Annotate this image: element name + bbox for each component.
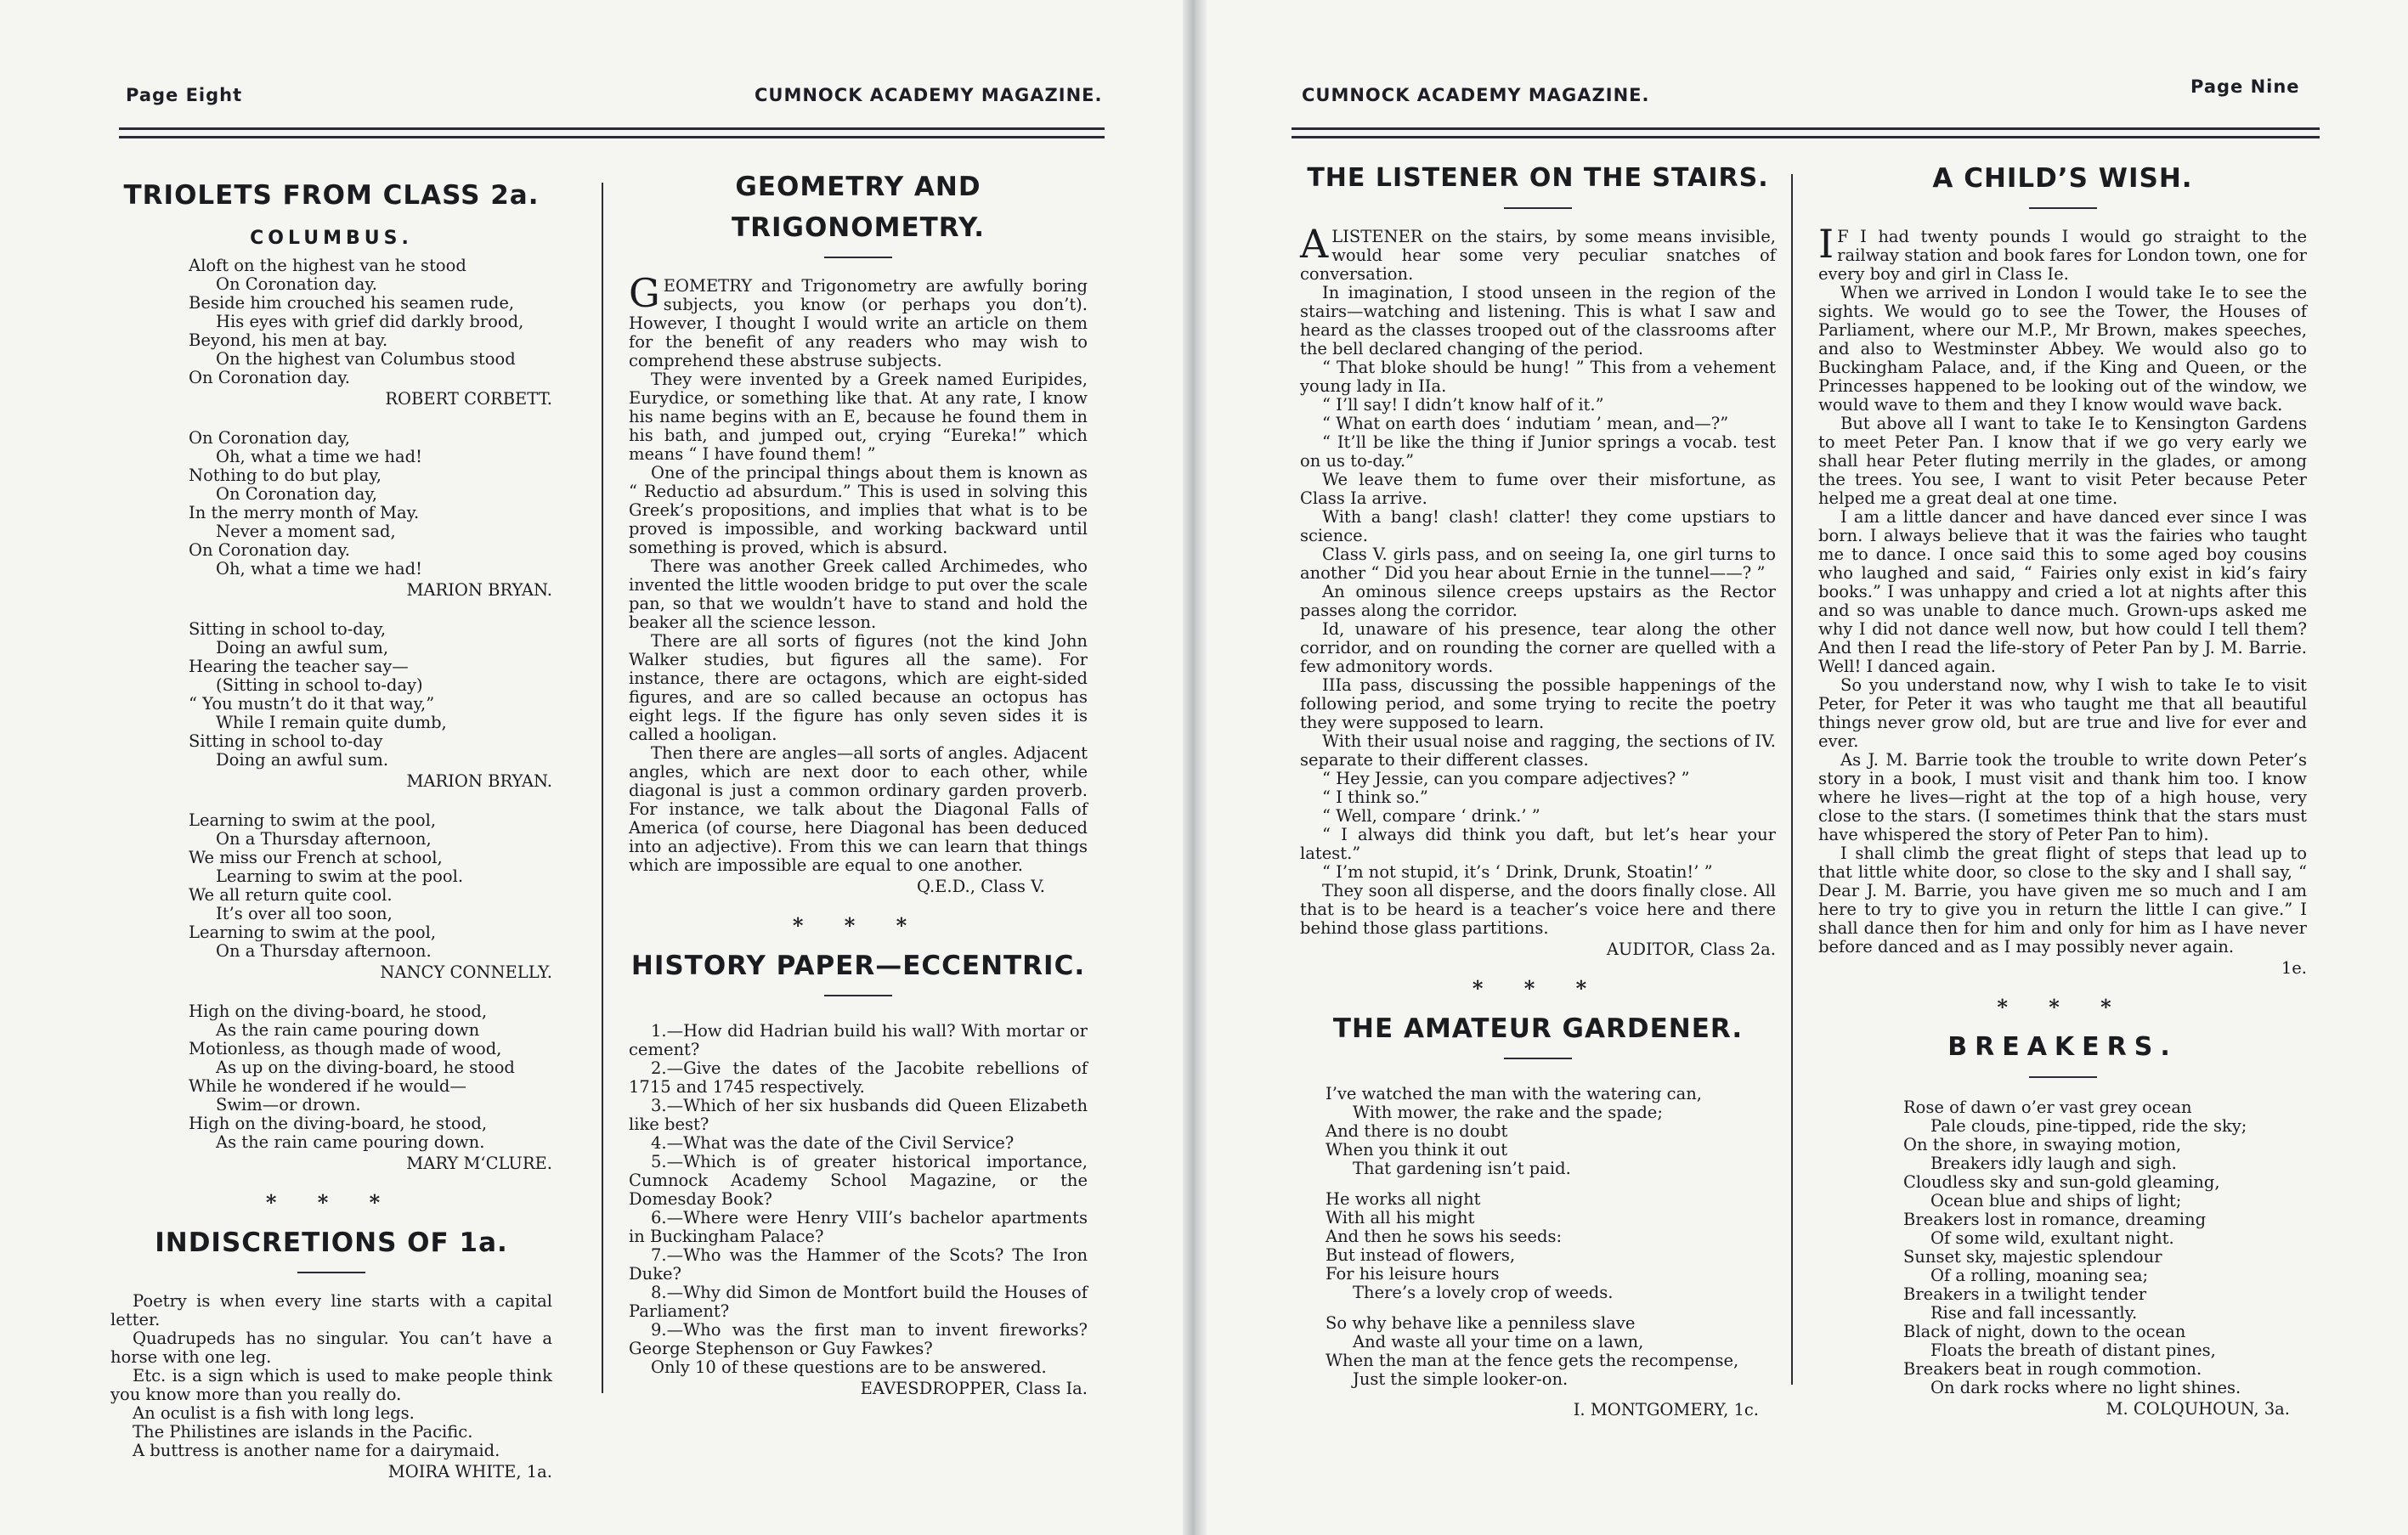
title-rule xyxy=(2029,207,2097,209)
poem-line: Oh, what a time we had! xyxy=(216,447,422,466)
history-question: 5.—Which is of greater historical importance, Cumnock Academy School Magazine, or the Domesday Book? xyxy=(629,1152,1088,1209)
indiscretion-line: An oculist is a fish with long legs. xyxy=(133,1403,415,1423)
triolet-poem xyxy=(110,429,552,578)
poem-line: Aloft on the highest van he stood xyxy=(189,256,466,275)
indiscretion-line: Poetry is when every line starts with a capital letter. xyxy=(110,1291,552,1329)
poem-line: While he wondered if he would— xyxy=(189,1076,466,1096)
geometry-author: Q.E.D., Class V. xyxy=(916,877,1045,896)
geometry-paragraph: There was another Greek called Archimedes, who invented the little wooden bridge to put over the scale pan, so that we wouldn’t have to stand and hold the beaker all the science lesson. xyxy=(629,556,1088,632)
poem-line: As the rain came pouring down xyxy=(216,1020,480,1040)
poem-line: On a Thursday afternoon, xyxy=(216,829,432,849)
history-question: Only 10 of these questions are to be answered. xyxy=(651,1357,1047,1377)
poem-line: It’s over all too soon, xyxy=(216,904,393,923)
title-rule xyxy=(297,1272,365,1273)
indiscretion-line: Etc. is a sign which is used to make people think you know more than you really do. xyxy=(110,1366,552,1404)
poem-line: Doing an awful sum. xyxy=(216,750,389,770)
breakers-poem xyxy=(1818,1098,2307,1397)
listener-title: THE LISTENER ON THE STAIRS. xyxy=(1307,163,1769,193)
history-title: HISTORY PAPER—ECCENTRIC. xyxy=(630,951,1086,981)
poem-line: Oh, what a time we had! xyxy=(216,559,422,578)
gardener-title: THE AMATEUR GARDENER. xyxy=(1332,1013,1744,1044)
poem-line: Doing an awful sum, xyxy=(216,638,389,657)
indiscretions-title: INDISCRETIONS OF 1a. xyxy=(155,1227,508,1258)
poem-line: When you think it out xyxy=(1326,1140,1508,1160)
poem-line: Sitting in school to-day, xyxy=(189,619,387,639)
poem-line: As the rain came pouring down. xyxy=(216,1132,485,1152)
section-stars: * * * xyxy=(1472,976,1604,1001)
history-question: 7.—Who was the Hammer of the Scots? The Iron Duke? xyxy=(629,1245,1088,1284)
listener-paragraph: With their usual noise and ragging, the sections of IV. separate to their different classes. xyxy=(1300,731,1776,770)
poem-line: Sitting in school to-day xyxy=(189,731,383,751)
history-question: 4.—What was the date of the Civil Service? xyxy=(651,1133,1015,1153)
poem-line: On dark rocks where no light shines. xyxy=(1930,1378,2241,1397)
column-divider xyxy=(602,183,603,1393)
triolet-poem xyxy=(110,620,552,770)
title-rule xyxy=(1504,207,1572,209)
history-question: 8.—Why did Simon de Montfort build the Houses of Parliament? xyxy=(629,1283,1088,1321)
poem-line: On Coronation day, xyxy=(189,428,350,448)
poem-line: He works all night xyxy=(1326,1189,1481,1209)
title-rule xyxy=(2029,1076,2097,1078)
listener-paragraph: “ Hey Jessie, can you compare adjectives? ” xyxy=(1322,769,1690,788)
triolet-poem xyxy=(110,1002,552,1152)
listener-paragraph: ALISTENER on the stairs, by some means invisible, would hear some very peculiar snatches of conversation. xyxy=(1300,221,1776,284)
poem-line: On the highest van Columbus stood xyxy=(216,349,516,369)
running-title: CUMNOCK ACADEMY MAGAZINE. xyxy=(755,85,1103,105)
poem-line: His eyes with grief did darkly brood, xyxy=(216,312,524,331)
right-column xyxy=(1818,161,2307,1439)
poem-line: Motionless, as though made of wood, xyxy=(189,1039,502,1058)
listener-paragraph: “ I think so.” xyxy=(1322,787,1428,807)
poem-line: High on the diving-board, he stood, xyxy=(189,1002,488,1021)
poem-line: Breakers idly laugh and sigh. xyxy=(1930,1154,2177,1173)
history-question: 9.—Who was the first man to invent fireworks? George Stephenson or Guy Fawkes? xyxy=(629,1320,1088,1358)
triolet-poem xyxy=(110,257,552,387)
poem-line: Breakers beat in rough commotion. xyxy=(1903,1359,2202,1379)
poem-author: MARION BRYAN. xyxy=(406,580,552,600)
section-stars: * * * xyxy=(792,913,924,938)
listener-author: AUDITOR, Class 2a. xyxy=(1606,940,1776,959)
title-rule xyxy=(824,257,892,258)
indiscretions-author: MOIRA WHITE, 1a. xyxy=(387,1462,552,1481)
poem-line: So why behave like a penniless slave xyxy=(1326,1313,1636,1333)
poem-line: Of a rolling, moaning sea; xyxy=(1930,1266,2149,1285)
geometry-paragraph: Then there are angles—all sorts of angles. Adjacent angles, which are next door to each other, while diagonal is just a common ordinary garden proverb. For instance, we talk about the Diagonal Falls of America (of course, here Diagonal has been deduced into an adjective). From this we can learn that things which are impossible are equal to one another. xyxy=(629,743,1088,875)
history-question: 6.—Where were Henry VIII’s bachelor apartments in Buckingham Palace? xyxy=(629,1208,1088,1246)
listener-paragraph: In imagination, I stood unseen in the region of the stairs—watching and listening. This is what I saw and heard as the classes trooped out of the classrooms after the bell declared changing of the period. xyxy=(1300,283,1776,358)
poem-line: Breakers lost in romance, dreaming xyxy=(1903,1210,2207,1229)
poem-line: That gardening isn’t paid. xyxy=(1353,1159,1571,1178)
poem-line: Breakers in a twilight tender xyxy=(1903,1284,2147,1304)
poem-line: Of some wild, exultant night. xyxy=(1930,1228,2174,1248)
geometry-paragraph: One of the principal things about them is known as “ Reductio ad absurdum.” This is used in solving this Greek’s propositions, and implies that what is to be proved is impossible, and working backward until something is proved, which is absurd. xyxy=(629,463,1088,557)
poem-line: As up on the diving-board, he stood xyxy=(216,1058,515,1077)
poem-line: (Sitting in school to-day) xyxy=(216,675,423,695)
triolets-title: TRIOLETS FROM CLASS 2a. xyxy=(123,180,540,211)
wish-paragraph: As J. M. Barrie took the trouble to write down Peter’s story in a book, I must visit and thank him too. I know where he lives—right at the top of a high house, very close to the stars. (I sometimes think that the stars must have whispered the story of Peter Pan to him). xyxy=(1818,750,2307,844)
poem-line: On Coronation day. xyxy=(216,274,377,294)
indiscretion-line: A buttress is another name for a dairymaid. xyxy=(133,1441,500,1460)
geometry-title-line1: GEOMETRY AND xyxy=(735,172,981,202)
poem-line: Hearing the teacher say— xyxy=(189,657,409,676)
poem-line: We miss our French at school, xyxy=(189,848,443,867)
poem-line: Pale clouds, pine-tipped, ride the sky; xyxy=(1930,1116,2247,1136)
gardener-stanza xyxy=(1300,1190,1776,1302)
wish-paragraph: IF I had twenty pounds I would go straight to the railway station and book fares for London town, one for every boy and girl in Class Ie. xyxy=(1818,221,2307,284)
gardener-stanza xyxy=(1300,1314,1776,1389)
poem-author: ROBERT CORBETT. xyxy=(385,389,552,409)
left-column xyxy=(110,170,552,1502)
running-title: CUMNOCK ACADEMY MAGAZINE. xyxy=(1302,85,1650,105)
title-rule xyxy=(1504,1058,1572,1059)
triolet-poem xyxy=(110,811,552,961)
columbus-subtitle: COLUMBUS. xyxy=(250,228,413,249)
poem-author: MARION BRYAN. xyxy=(406,771,552,791)
poem-line: When the man at the fence gets the recompense, xyxy=(1326,1351,1739,1370)
wish-paragraph: I am a little dancer and have danced ever since I was born. I always believe that it was the fairies who taught me to dance. I once said this to some aged boy cousins who laughed and said, “ Fairies only exist in kid’s fairy books.” I was unhappy and cried a lot at nights after this and so was unable to dance much. Grown-ups asked me why I did not dance well now, but how could I tell them? And then I read the life-story of Peter Pan by J. M. Barrie. Well! I danced again. xyxy=(1818,507,2307,676)
poem-line: “ You mustn’t do it that way,” xyxy=(189,694,435,714)
indiscretion-line: Quadrupeds has no singular. You can’t have a horse with one leg. xyxy=(110,1329,552,1367)
listener-paragraph: “ I always did think you daft, but let’s hear your latest.” xyxy=(1300,825,1776,863)
indiscretions-body xyxy=(110,1292,552,1460)
poem-line: Learning to swim at the pool, xyxy=(189,810,437,830)
header-double-rule xyxy=(119,127,1105,138)
poem-line: Rose of dawn o’er vast grey ocean xyxy=(1903,1098,2192,1117)
listener-paragraph: “ I’m not stupid, it’s ‘ Drink, Drunk, Stoatin!’ ” xyxy=(1322,862,1713,882)
history-question: 1.—How did Hadrian build his wall? With mortar or cement? xyxy=(629,1021,1088,1059)
wish-author: 1e. xyxy=(2281,958,2307,978)
poem-line: On Coronation day. xyxy=(189,540,350,560)
poem-line: On Coronation day, xyxy=(216,484,377,504)
triolets-poems xyxy=(110,257,552,1173)
listener-body xyxy=(1300,221,1776,938)
listener-paragraph: “ It’ll be like the thing if Junior springs a vocab. test on us to-day.” xyxy=(1300,432,1776,471)
header-double-rule xyxy=(1292,127,2320,138)
listener-paragraph: Class V. girls pass, and on seeing Ia, one girl turns to another “ Did you hear about Ernie in the tunnel——? ” xyxy=(1300,545,1776,583)
wish-title: A CHILD’S WISH. xyxy=(1932,163,2193,194)
poem-line: Ocean blue and ships of light; xyxy=(1930,1191,2182,1211)
poem-line: While I remain quite dumb, xyxy=(216,713,447,732)
poem-line: Cloudless sky and sun-gold gleaming, xyxy=(1903,1172,2220,1192)
listener-paragraph: “ That bloke should be hung! ” This from a vehement young lady in IIa. xyxy=(1300,358,1776,396)
breakers-title: BREAKERS. xyxy=(1947,1032,2178,1062)
poem-line: Just the simple looker-on. xyxy=(1353,1369,1569,1389)
gardener-author: I. MONTGOMERY, 1c. xyxy=(1573,1400,1759,1419)
poem-line: On Coronation day. xyxy=(189,368,350,387)
title-rule xyxy=(824,995,892,996)
poem-line: And waste all your time on a lawn, xyxy=(1353,1332,1644,1352)
gardener-poem xyxy=(1300,1085,1776,1389)
history-question: 2.—Give the dates of the Jacobite rebellions of 1715 and 1745 respectively. xyxy=(629,1058,1088,1097)
listener-paragraph: We leave them to fume over their misfortune, as Class Ia arrive. xyxy=(1300,470,1776,508)
left-column xyxy=(1300,161,1776,1440)
poem-line: Swim—or drown. xyxy=(216,1095,361,1115)
geometry-paragraph: There are all sorts of figures (not the kind John Walker studies, but figures all the same). For instance, there are octagons, which are eight-sided figures, and are so called because an octopus has eight legs. If the figure has only seven sides it is called a hooligan. xyxy=(629,631,1088,744)
section-stars: * * * xyxy=(1997,995,2128,1019)
listener-paragraph: Id, unaware of his presence, tear along the other corridor, and on rounding the corner are quelled with a few admonitory words. xyxy=(1300,619,1776,676)
wish-paragraph: So you understand now, why I wish to take Ie to visit Peter, for Peter it was who taught me that all beautiful things never grow old, but are true and live for ever and ever. xyxy=(1818,675,2307,751)
poem-line: Rise and fall incessantly. xyxy=(1930,1303,2138,1323)
listener-paragraph: An ominous silence creeps upstairs as the Rector passes along the corridor. xyxy=(1300,582,1776,620)
poem-line: Learning to swim at the pool. xyxy=(216,866,464,886)
poem-line: And there is no doubt xyxy=(1326,1121,1508,1141)
poem-line: We all return quite cool. xyxy=(189,885,393,905)
right-column xyxy=(629,170,1088,1419)
geometry-body xyxy=(629,270,1088,875)
poem-line: High on the diving-board, he stood, xyxy=(189,1114,488,1133)
listener-paragraph: “ What on earth does ‘ indutiam ’ mean, and—?” xyxy=(1322,414,1729,433)
listener-paragraph: With a bang! clash! clatter! they come upstiars to science. xyxy=(1300,507,1776,545)
poem-line: On the shore, in swaying motion, xyxy=(1903,1135,2182,1154)
poem-line: And then he sows his seeds: xyxy=(1326,1227,1563,1246)
breakers-author: M. COLQUHOUN, 3a. xyxy=(2106,1399,2290,1419)
poem-line: Black of night, down to the ocean xyxy=(1903,1322,2186,1341)
indiscretion-line: The Philistines are islands in the Pacific. xyxy=(133,1422,473,1442)
wish-paragraph: But above all I want to take Ie to Kensington Gardens to meet Peter Pan. I know that if we go very early we shall hear Peter fluting merrily in the glades, or among the trees. You see, I want to visit Peter because Peter helped me a great deal at one time. xyxy=(1818,414,2307,508)
gardener-stanza xyxy=(1300,1085,1776,1178)
spine-gutter xyxy=(1183,0,1207,1535)
poem-line: Sunset sky, majestic splendour xyxy=(1903,1247,2162,1267)
listener-paragraph: “ Well, compare ‘ drink.’ ” xyxy=(1322,806,1540,826)
column-divider xyxy=(1791,174,1793,1385)
page-label: Page Nine xyxy=(2190,76,2300,97)
poem-line: Never a moment sad, xyxy=(216,522,396,541)
geometry-title-line2: TRIGONOMETRY. xyxy=(731,212,986,243)
listener-paragraph: “ I’ll say! I didn’t know half of it.” xyxy=(1322,395,1604,415)
page-eight xyxy=(0,0,1183,1535)
history-question: 3.—Which of her six husbands did Queen Elizabeth like best? xyxy=(629,1096,1088,1134)
poem-line: Learning to swim at the pool, xyxy=(189,923,437,942)
listener-paragraph: IIIa pass, discussing the possible happenings of the following period, and some trying to recite the poetry they were supposed to learn. xyxy=(1300,675,1776,732)
history-questions xyxy=(629,1022,1088,1377)
history-author: EAVESDROPPER, Class Ia. xyxy=(860,1379,1088,1398)
geometry-paragraph: They were invented by a Greek named Euripides, Eurydice, or something like that. At any rate, I know his name begins with an E, because he found them in his bath, and jumped out, crying “Eureka!” which means “ I have found them! ” xyxy=(629,370,1088,464)
section-stars: * * * xyxy=(265,1190,398,1215)
poem-line: I’ve watched the man with the watering can, xyxy=(1326,1084,1702,1103)
wish-paragraph: I shall climb the great flight of steps that lead up to that little white door, so close to the sky and I shall say, “ Dear J. M. Barrie, you have given me so much and I am here to try to give you in return the little I can give.” I shall dance then for him and only for him as I have never before danced and as I may possibly never again. xyxy=(1818,844,2307,957)
poem-line: For his leisure hours xyxy=(1326,1264,1500,1284)
poem-line: There’s a lovely crop of weeds. xyxy=(1353,1283,1614,1302)
geometry-paragraph: GEOMETRY and Trigonometry are awfully boring subjects, you know (or perhaps you don’t). However, I thought I would write an article on them for the benefit of any readers who may wish to comprehend these abstruse subjects. xyxy=(629,270,1088,370)
poem-author: NANCY CONNELLY. xyxy=(380,962,552,982)
poem-line: With all his might xyxy=(1326,1208,1475,1227)
poem-line: On a Thursday afternoon. xyxy=(216,941,432,961)
poem-line: In the merry month of May. xyxy=(189,503,420,522)
poem-line: Nothing to do but play, xyxy=(189,466,382,485)
poem-line: Beyond, his men at bay. xyxy=(189,330,388,350)
page-label: Page Eight xyxy=(126,85,243,105)
poem-line: But instead of flowers, xyxy=(1326,1245,1516,1265)
listener-paragraph: They soon all disperse, and the doors finally close. All that is to be heard is a teacher’s voice here and there behind those glass partitions. xyxy=(1300,881,1776,938)
page-nine xyxy=(1207,0,2408,1535)
poem-author: MARY M‘CLURE. xyxy=(406,1154,552,1173)
poem-line: Beside him crouched his seamen rude, xyxy=(189,293,515,313)
wish-paragraph: When we arrived in London I would take Ie to see the sights. We would go to see the Tower, the Houses of Parliament, where our M.P., Mr Brown, makes speeches, and also to Westminster Abbey. We would also go to Buckingham Palace, and, if the King and Queen, or the Princesses happened to be looking out of the window, we would wave to them and they I know would wave back. xyxy=(1818,283,2307,415)
poem-line: With mower, the rake and the spade; xyxy=(1353,1103,1663,1122)
wish-body xyxy=(1818,221,2307,957)
poem-line: Floats the breath of distant pines, xyxy=(1930,1340,2216,1360)
